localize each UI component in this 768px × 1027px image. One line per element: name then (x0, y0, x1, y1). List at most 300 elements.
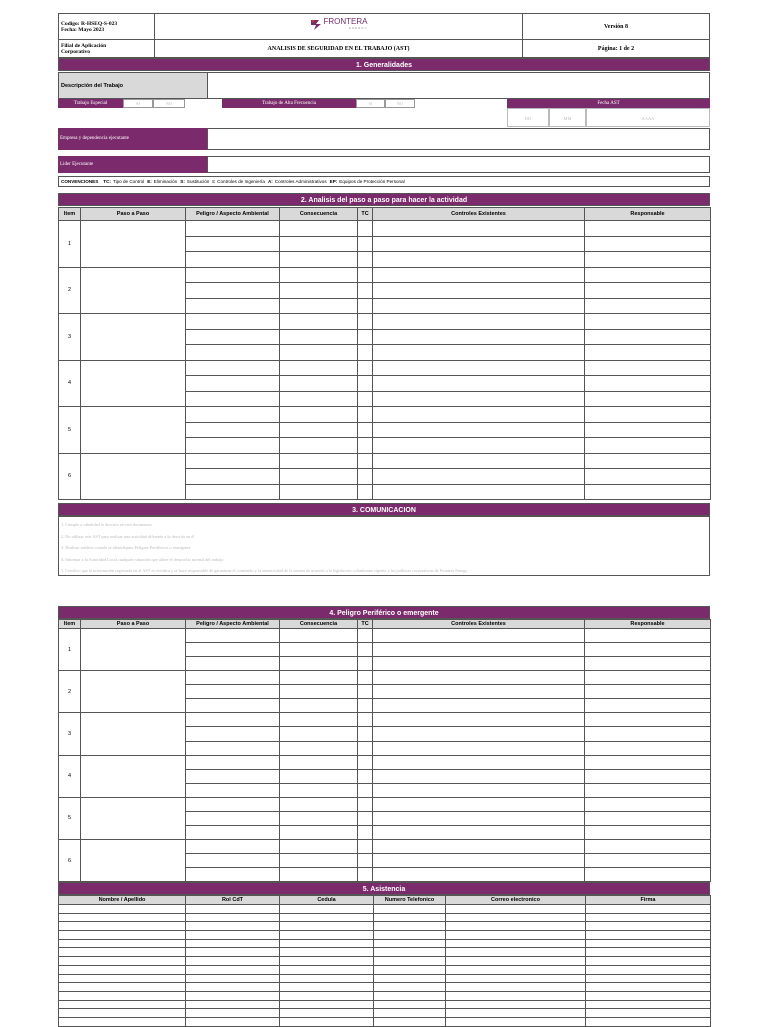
column-header: Peligro / Aspecto Ambiental (186, 208, 280, 221)
tc-cell[interactable] (358, 797, 373, 811)
attendance-cell[interactable] (374, 905, 446, 914)
attendance-cell[interactable] (59, 983, 186, 992)
consecuencia-cell[interactable] (280, 469, 358, 485)
attendance-cell[interactable] (280, 1009, 374, 1018)
attendance-cell[interactable] (374, 983, 446, 992)
attendance-cell[interactable] (280, 931, 374, 940)
consecuencia-cell[interactable] (280, 629, 358, 643)
description-field[interactable] (208, 72, 710, 99)
attendance-cell[interactable] (586, 957, 711, 966)
attendance-cell[interactable] (186, 931, 280, 940)
peligro-cell[interactable] (186, 453, 280, 469)
responsable-cell[interactable] (585, 699, 711, 713)
consecuencia-cell[interactable] (280, 854, 358, 868)
attendance-cell[interactable] (374, 939, 446, 948)
tc-cell[interactable] (358, 283, 373, 299)
tc-cell[interactable] (358, 643, 373, 657)
consecuencia-cell[interactable] (280, 671, 358, 685)
tc-cell[interactable] (358, 221, 373, 237)
consecuencia-cell[interactable] (280, 657, 358, 671)
tc-cell[interactable] (358, 422, 373, 438)
tc-cell[interactable] (358, 484, 373, 500)
consecuencia-cell[interactable] (280, 811, 358, 825)
lider-field[interactable] (207, 156, 710, 173)
attendance-cell[interactable] (59, 905, 186, 914)
attendance-cell[interactable] (586, 939, 711, 948)
peligro-cell[interactable] (186, 236, 280, 252)
attendance-cell[interactable] (186, 939, 280, 948)
controles-cell[interactable] (373, 854, 585, 868)
consecuencia-cell[interactable] (280, 643, 358, 657)
peligro-cell[interactable] (186, 469, 280, 485)
consecuencia-cell[interactable] (280, 783, 358, 797)
attendance-cell[interactable] (59, 948, 186, 957)
peligro-cell[interactable] (186, 376, 280, 392)
attendance-cell[interactable] (186, 948, 280, 957)
paso-cell[interactable] (81, 797, 186, 839)
responsable-cell[interactable] (585, 221, 711, 237)
attendance-cell[interactable] (59, 1009, 186, 1018)
controles-cell[interactable] (373, 755, 585, 769)
consecuencia-cell[interactable] (280, 422, 358, 438)
paso-cell[interactable] (81, 713, 186, 755)
attendance-cell[interactable] (374, 957, 446, 966)
attendance-cell[interactable] (446, 1009, 586, 1018)
peligro-cell[interactable] (186, 671, 280, 685)
attendance-cell[interactable] (280, 1000, 374, 1009)
attendance-cell[interactable] (186, 1017, 280, 1026)
fecha-dd-field[interactable]: DD (507, 108, 549, 127)
controles-cell[interactable] (373, 839, 585, 853)
attendance-cell[interactable] (586, 1000, 711, 1009)
tc-cell[interactable] (358, 314, 373, 330)
responsable-cell[interactable] (585, 298, 711, 314)
peligro-cell[interactable] (186, 629, 280, 643)
attendance-cell[interactable] (586, 983, 711, 992)
attendance-cell[interactable] (280, 922, 374, 931)
paso-cell[interactable] (81, 267, 186, 314)
controles-cell[interactable] (373, 236, 585, 252)
attendance-cell[interactable] (446, 1017, 586, 1026)
responsable-cell[interactable] (585, 484, 711, 500)
tc-cell[interactable] (358, 329, 373, 345)
responsable-cell[interactable] (585, 713, 711, 727)
trabajo-especial-no[interactable]: NO (153, 99, 185, 108)
peligro-cell[interactable] (186, 345, 280, 361)
attendance-cell[interactable] (280, 991, 374, 1000)
tc-cell[interactable] (358, 453, 373, 469)
controles-cell[interactable] (373, 741, 585, 755)
attendance-cell[interactable] (586, 974, 711, 983)
attendance-cell[interactable] (446, 983, 586, 992)
attendance-cell[interactable] (374, 913, 446, 922)
empresa-field[interactable] (207, 128, 710, 150)
responsable-cell[interactable] (585, 825, 711, 839)
tc-cell[interactable] (358, 854, 373, 868)
consecuencia-cell[interactable] (280, 376, 358, 392)
attendance-cell[interactable] (446, 948, 586, 957)
attendance-cell[interactable] (586, 905, 711, 914)
responsable-cell[interactable] (585, 685, 711, 699)
attendance-cell[interactable] (446, 913, 586, 922)
attendance-cell[interactable] (280, 905, 374, 914)
peligro-cell[interactable] (186, 314, 280, 330)
consecuencia-cell[interactable] (280, 685, 358, 699)
peligro-cell[interactable] (186, 868, 280, 882)
attendance-cell[interactable] (374, 991, 446, 1000)
consecuencia-cell[interactable] (280, 699, 358, 713)
attendance-cell[interactable] (446, 974, 586, 983)
consecuencia-cell[interactable] (280, 329, 358, 345)
consecuencia-cell[interactable] (280, 298, 358, 314)
responsable-cell[interactable] (585, 453, 711, 469)
peligro-cell[interactable] (186, 854, 280, 868)
controles-cell[interactable] (373, 783, 585, 797)
attendance-cell[interactable] (186, 957, 280, 966)
description-label: Descripción del Trabajo (58, 72, 208, 99)
tc-cell[interactable] (358, 839, 373, 853)
consecuencia-cell[interactable] (280, 391, 358, 407)
attendance-cell[interactable] (280, 965, 374, 974)
attendance-cell[interactable] (374, 948, 446, 957)
tc-cell[interactable] (358, 657, 373, 671)
tc-cell[interactable] (358, 252, 373, 268)
consecuencia-cell[interactable] (280, 314, 358, 330)
peligro-cell[interactable] (186, 797, 280, 811)
controles-cell[interactable] (373, 329, 585, 345)
tc-cell[interactable] (358, 236, 373, 252)
attendance-cell[interactable] (586, 991, 711, 1000)
attendance-cell[interactable] (446, 965, 586, 974)
tc-cell[interactable] (358, 783, 373, 797)
tc-cell[interactable] (358, 755, 373, 769)
controles-cell[interactable] (373, 391, 585, 407)
controles-cell[interactable] (373, 825, 585, 839)
tc-cell[interactable] (358, 438, 373, 454)
responsable-cell[interactable] (585, 267, 711, 283)
tc-cell[interactable] (358, 376, 373, 392)
attendance-cell[interactable] (446, 905, 586, 914)
attendance-cell[interactable] (446, 922, 586, 931)
attendance-cell[interactable] (280, 957, 374, 966)
attendance-cell[interactable] (59, 922, 186, 931)
attendance-cell[interactable] (186, 965, 280, 974)
attendance-cell[interactable] (59, 965, 186, 974)
paso-cell[interactable] (81, 360, 186, 407)
controles-cell[interactable] (373, 314, 585, 330)
attendance-cell[interactable] (280, 1017, 374, 1026)
tc-cell[interactable] (358, 671, 373, 685)
responsable-cell[interactable] (585, 407, 711, 423)
attendance-cell[interactable] (186, 991, 280, 1000)
peligro-cell[interactable] (186, 221, 280, 237)
controles-cell[interactable] (373, 629, 585, 643)
controles-cell[interactable] (373, 376, 585, 392)
peligro-cell[interactable] (186, 657, 280, 671)
item-number: 3 (59, 713, 81, 755)
responsable-cell[interactable] (585, 868, 711, 882)
attendance-cell[interactable] (59, 991, 186, 1000)
controles-cell[interactable] (373, 283, 585, 299)
controles-cell[interactable] (373, 422, 585, 438)
controles-cell[interactable] (373, 713, 585, 727)
responsable-cell[interactable] (585, 854, 711, 868)
consecuencia-cell[interactable] (280, 438, 358, 454)
attendance-cell[interactable] (374, 1000, 446, 1009)
peligro-cell[interactable] (186, 699, 280, 713)
attendance-cell[interactable] (186, 983, 280, 992)
peligro-cell[interactable] (186, 839, 280, 853)
consecuencia-cell[interactable] (280, 360, 358, 376)
paso-cell[interactable] (81, 755, 186, 797)
responsable-cell[interactable] (585, 839, 711, 853)
controles-cell[interactable] (373, 685, 585, 699)
responsable-cell[interactable] (585, 376, 711, 392)
column-header: Responsable (585, 208, 711, 221)
attendance-cell[interactable] (59, 974, 186, 983)
tc-cell[interactable] (358, 345, 373, 361)
table-row (59, 931, 711, 940)
tc-cell[interactable] (358, 868, 373, 882)
peligro-cell[interactable] (186, 741, 280, 755)
fecha-aaaa-field[interactable]: AAAA (586, 108, 710, 127)
peligro-cell[interactable] (186, 267, 280, 283)
responsable-cell[interactable] (585, 643, 711, 657)
tc-cell[interactable] (358, 360, 373, 376)
attendance-cell[interactable] (186, 913, 280, 922)
controles-cell[interactable] (373, 797, 585, 811)
controles-cell[interactable] (373, 407, 585, 423)
attendance-cell[interactable] (446, 1000, 586, 1009)
peligro-cell[interactable] (186, 755, 280, 769)
responsable-cell[interactable] (585, 438, 711, 454)
responsable-cell[interactable] (585, 741, 711, 755)
consecuencia-cell[interactable] (280, 755, 358, 769)
attendance-cell[interactable] (59, 1017, 186, 1026)
responsable-cell[interactable] (585, 769, 711, 783)
peligro-cell[interactable] (186, 825, 280, 839)
tc-cell[interactable] (358, 391, 373, 407)
peligro-cell[interactable] (186, 407, 280, 423)
consecuencia-cell[interactable] (280, 252, 358, 268)
consecuencia-cell[interactable] (280, 769, 358, 783)
responsable-cell[interactable] (585, 727, 711, 741)
attendance-cell[interactable] (280, 913, 374, 922)
controles-cell[interactable] (373, 438, 585, 454)
responsable-cell[interactable] (585, 811, 711, 825)
controles-cell[interactable] (373, 469, 585, 485)
attendance-cell[interactable] (186, 905, 280, 914)
peligro-cell[interactable] (186, 727, 280, 741)
responsable-cell[interactable] (585, 671, 711, 685)
item-number: 4 (59, 360, 81, 407)
tc-cell[interactable] (358, 267, 373, 283)
attendance-cell[interactable] (586, 922, 711, 931)
controles-cell[interactable] (373, 298, 585, 314)
consecuencia-cell[interactable] (280, 267, 358, 283)
tc-cell[interactable] (358, 469, 373, 485)
peligro-cell[interactable] (186, 438, 280, 454)
paso-cell[interactable] (81, 407, 186, 454)
attendance-cell[interactable] (586, 965, 711, 974)
tc-cell[interactable] (358, 769, 373, 783)
tc-cell[interactable] (358, 629, 373, 643)
alta-frecuencia-no[interactable]: NO (385, 99, 415, 108)
consecuencia-cell[interactable] (280, 236, 358, 252)
consecuencia-cell[interactable] (280, 797, 358, 811)
peligro-cell[interactable] (186, 713, 280, 727)
attendance-cell[interactable] (374, 965, 446, 974)
peligro-cell[interactable] (186, 811, 280, 825)
attendance-cell[interactable] (586, 948, 711, 957)
attendance-cell[interactable] (374, 974, 446, 983)
attendance-cell[interactable] (280, 983, 374, 992)
attendance-cell[interactable] (186, 1000, 280, 1009)
attendance-cell[interactable] (280, 939, 374, 948)
attendance-cell[interactable] (59, 913, 186, 922)
controles-cell[interactable] (373, 671, 585, 685)
consecuencia-cell[interactable] (280, 727, 358, 741)
consecuencia-cell[interactable] (280, 283, 358, 299)
tc-cell[interactable] (358, 298, 373, 314)
tc-cell[interactable] (358, 811, 373, 825)
consecuencia-cell[interactable] (280, 839, 358, 853)
analisis-table (58, 207, 711, 500)
attendance-cell[interactable] (446, 939, 586, 948)
paso-cell[interactable] (81, 629, 186, 671)
responsable-cell[interactable] (585, 783, 711, 797)
responsable-cell[interactable] (585, 422, 711, 438)
controles-cell[interactable] (373, 252, 585, 268)
attendance-cell[interactable] (59, 1000, 186, 1009)
peligro-cell[interactable] (186, 252, 280, 268)
peligro-cell[interactable] (186, 422, 280, 438)
controles-cell[interactable] (373, 868, 585, 882)
section-analisis-title: 2. Analisis del paso a paso para hacer la actividad (58, 193, 710, 206)
consecuencia-cell[interactable] (280, 345, 358, 361)
peligro-cell[interactable] (186, 685, 280, 699)
tc-cell[interactable] (358, 685, 373, 699)
controles-cell[interactable] (373, 657, 585, 671)
controles-cell[interactable] (373, 221, 585, 237)
consecuencia-cell[interactable] (280, 868, 358, 882)
attendance-cell[interactable] (280, 948, 374, 957)
consecuencia-cell[interactable] (280, 484, 358, 500)
attendance-cell[interactable] (446, 991, 586, 1000)
attendance-cell[interactable] (374, 1009, 446, 1018)
controles-cell[interactable] (373, 699, 585, 713)
peligro-cell[interactable] (186, 329, 280, 345)
controles-cell[interactable] (373, 453, 585, 469)
responsable-cell[interactable] (585, 345, 711, 361)
attendance-cell[interactable] (586, 1009, 711, 1018)
frontera-logo-icon (310, 19, 322, 31)
paso-cell[interactable] (81, 221, 186, 268)
responsable-cell[interactable] (585, 797, 711, 811)
responsable-cell[interactable] (585, 283, 711, 299)
attendance-cell[interactable] (586, 1017, 711, 1026)
controles-cell[interactable] (373, 345, 585, 361)
paso-cell[interactable] (81, 453, 186, 500)
responsable-cell[interactable] (585, 314, 711, 330)
paso-cell[interactable] (81, 314, 186, 361)
controles-cell[interactable] (373, 267, 585, 283)
responsable-cell[interactable] (585, 629, 711, 643)
paso-cell[interactable] (81, 839, 186, 881)
attendance-cell[interactable] (446, 931, 586, 940)
responsable-cell[interactable] (585, 236, 711, 252)
tc-cell[interactable] (358, 825, 373, 839)
consecuencia-cell[interactable] (280, 453, 358, 469)
trabajo-especial-si[interactable]: SI (123, 99, 153, 108)
paso-cell[interactable] (81, 671, 186, 713)
doc-date: Fecha: Mayo 2023 (61, 26, 105, 33)
responsable-cell[interactable] (585, 657, 711, 671)
consecuencia-cell[interactable] (280, 741, 358, 755)
attendance-cell[interactable] (186, 974, 280, 983)
peligro-cell[interactable] (186, 769, 280, 783)
version-cell: Versión 8 (523, 14, 710, 40)
attendance-cell[interactable] (280, 974, 374, 983)
logo-cell (155, 14, 523, 40)
attendance-cell[interactable] (374, 1017, 446, 1026)
table-row (59, 939, 711, 948)
attendance-cell[interactable] (374, 922, 446, 931)
attendance-cell[interactable] (59, 939, 186, 948)
tc-cell[interactable] (358, 699, 373, 713)
controles-cell[interactable] (373, 643, 585, 657)
responsable-cell[interactable] (585, 329, 711, 345)
tc-cell[interactable] (358, 407, 373, 423)
attendance-cell[interactable] (586, 931, 711, 940)
tc-cell[interactable] (358, 741, 373, 755)
responsable-cell[interactable] (585, 755, 711, 769)
attendance-cell[interactable] (446, 957, 586, 966)
tc-cell[interactable] (358, 713, 373, 727)
attendance-cell[interactable] (186, 1009, 280, 1018)
peligro-cell[interactable] (186, 298, 280, 314)
peligro-cell[interactable] (186, 360, 280, 376)
attendance-cell[interactable] (374, 931, 446, 940)
consecuencia-cell[interactable] (280, 221, 358, 237)
peligro-cell[interactable] (186, 391, 280, 407)
attendance-cell[interactable] (59, 957, 186, 966)
responsable-cell[interactable] (585, 469, 711, 485)
attendance-cell[interactable] (586, 913, 711, 922)
consecuencia-cell[interactable] (280, 407, 358, 423)
peligro-cell[interactable] (186, 283, 280, 299)
tc-cell[interactable] (358, 727, 373, 741)
peligro-cell[interactable] (186, 484, 280, 500)
peligro-cell[interactable] (186, 643, 280, 657)
doc-code: Codigo: R-HSEQ-S-023 (61, 20, 118, 27)
alta-frecuencia-si[interactable]: SI (356, 99, 385, 108)
controles-cell[interactable] (373, 811, 585, 825)
controles-cell[interactable] (373, 769, 585, 783)
peligro-cell[interactable] (186, 783, 280, 797)
responsable-cell[interactable] (585, 360, 711, 376)
controles-cell[interactable] (373, 484, 585, 500)
consecuencia-cell[interactable] (280, 825, 358, 839)
fecha-mm-field[interactable]: MM (549, 108, 586, 127)
attendance-cell[interactable] (59, 931, 186, 940)
responsable-cell[interactable] (585, 391, 711, 407)
consecuencia-cell[interactable] (280, 713, 358, 727)
attendance-cell[interactable] (186, 922, 280, 931)
responsable-cell[interactable] (585, 252, 711, 268)
controles-cell[interactable] (373, 360, 585, 376)
controles-cell[interactable] (373, 727, 585, 741)
